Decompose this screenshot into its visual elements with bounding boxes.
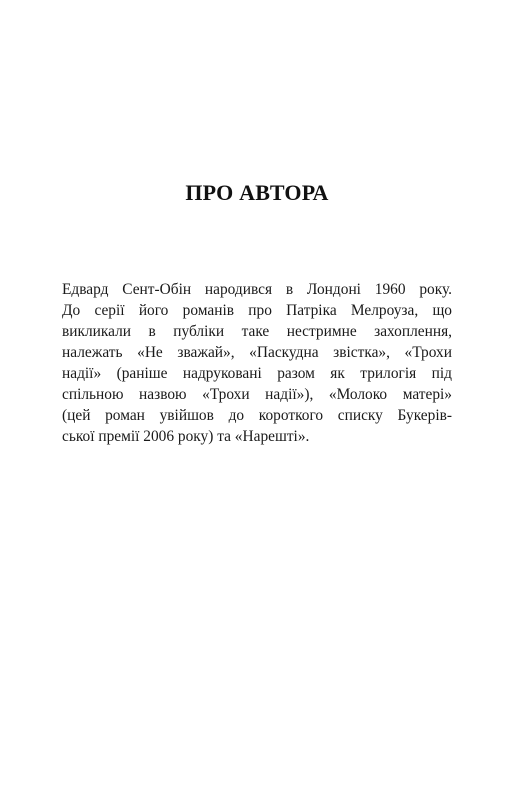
bio-line: викликали в публіки таке нестримне захоплення, bbox=[62, 323, 452, 340]
bio-line: (цей роман увійшов до короткого списку Букерів- bbox=[62, 407, 452, 424]
bio-line: спільною назвою «Трохи надії»), «Молоко матері» bbox=[62, 386, 452, 403]
page-heading: ПРО АВТОРА bbox=[185, 180, 329, 205]
author-bio-paragraph bbox=[62, 279, 452, 447]
bio-line: надії» (раніше надруковані разом як трилогія під bbox=[62, 365, 452, 382]
bio-line: належать «Не зважай», «Паскудна звістка», «Трохи bbox=[62, 344, 452, 361]
bio-line: Едвард Сент-Обін народився в Лондоні 1960 року. bbox=[62, 281, 452, 298]
bio-line: До серії його романів про Патріка Мелроуза, що bbox=[62, 302, 452, 319]
bio-line: ської премії 2006 року) та «Нарешті». bbox=[62, 428, 310, 445]
